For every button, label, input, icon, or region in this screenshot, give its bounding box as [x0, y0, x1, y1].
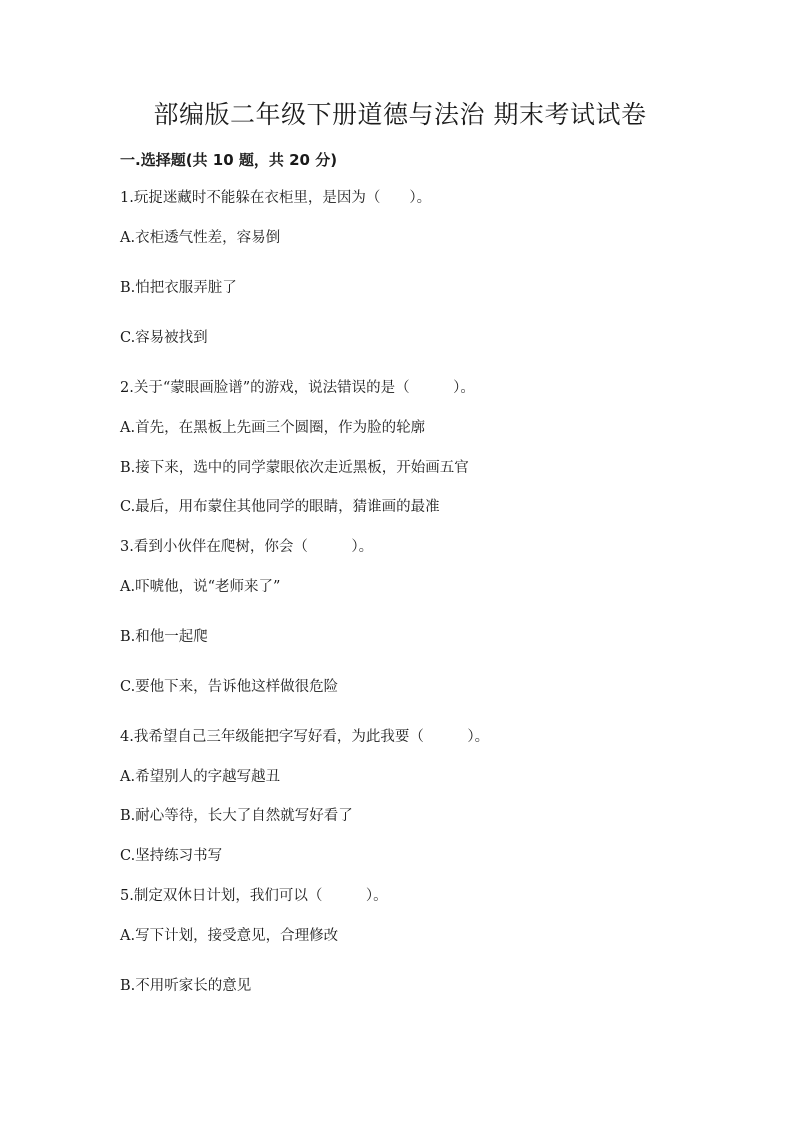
question-5-option-a: A.写下计划，接受意见，合理修改 — [120, 928, 339, 944]
section-heading: 一.选择题(共 10 题，共 20 分) — [120, 151, 338, 169]
page-title: 部编版二年级下册道德与法治 期末考试试卷 — [153, 100, 647, 129]
question-1-option-a: A.衣柜透气性差，容易倒 — [120, 230, 281, 246]
question-1-option-c: C.容易被找到 — [120, 330, 208, 346]
question-3-option-b: B.和他一起爬 — [120, 629, 208, 645]
question-2-option-c: C.最后，用布蒙住其他同学的眼睛，猜谁画的最准 — [120, 499, 440, 515]
question-3-stem: 3.看到小伙伴在爬树，你会（ ）。 — [120, 539, 374, 555]
question-2-option-a: A.首先，在黑板上先画三个圆圈，作为脸的轮廓 — [120, 420, 426, 436]
question-3-option-c: C.要他下来，告诉他这样做很危险 — [120, 679, 339, 695]
question-3-option-a: A.吓唬他，说“老师来了” — [120, 579, 281, 595]
question-1-stem: 1.玩捉迷藏时不能躲在衣柜里，是因为（ ）。 — [120, 190, 432, 206]
question-1-option-b: B.怕把衣服弄脏了 — [120, 280, 237, 296]
question-4-option-b: B.耐心等待，长大了自然就写好看了 — [120, 808, 353, 824]
question-4-option-c: C.坚持练习书写 — [120, 848, 223, 864]
question-2-stem: 2.关于“蒙眼画脸谱”的游戏，说法错误的是（ ）。 — [120, 380, 475, 396]
question-5-option-b: B.不用听家长的意见 — [120, 978, 252, 994]
question-2-option-b: B.接下来，选中的同学蒙眼依次走近黑板，开始画五官 — [120, 460, 469, 476]
question-4-stem: 4.我希望自己三年级能把字写好看，为此我要（ ）。 — [120, 729, 490, 745]
question-5-stem: 5.制定双休日计划，我们可以（ ）。 — [120, 888, 388, 904]
question-4-option-a: A.希望别人的字越写越丑 — [120, 769, 281, 785]
